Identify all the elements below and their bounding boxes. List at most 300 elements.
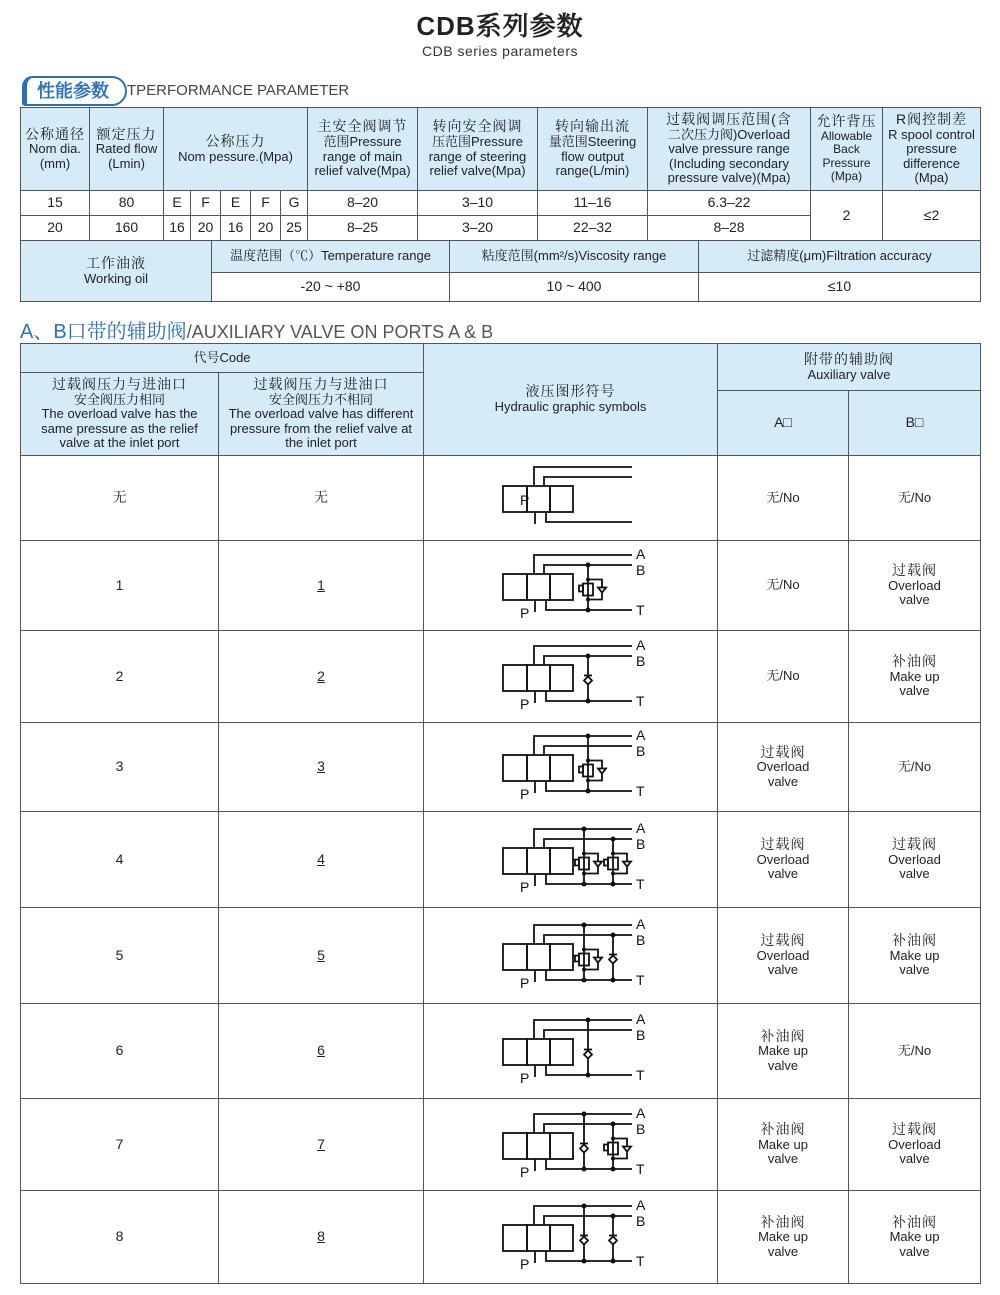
valve-text-line: 无/No [766, 577, 800, 593]
code-same: 5 [21, 908, 219, 1004]
port-b-line [544, 935, 632, 944]
port-b-label: B [636, 1027, 646, 1043]
header-steering-relief [418, 108, 538, 191]
valve-text-line: valve [899, 962, 930, 978]
header-line: 允许背压 [816, 113, 877, 130]
header-line: 二次压力阀)Overload [667, 126, 791, 142]
performance-table [20, 107, 981, 241]
header-overload [648, 108, 811, 191]
header-line: 附带的辅助阀 [804, 350, 894, 367]
port-p-label: P [520, 878, 530, 895]
cell-pressure: F [251, 191, 281, 216]
viscosity-label: 粘度范围(mm²/s)Viscosity range [450, 241, 699, 273]
valve-spool-box [503, 1133, 527, 1159]
header-line: Rated flow [95, 141, 158, 157]
port-b-header: B□ [849, 391, 981, 456]
junction-dot [586, 779, 590, 783]
code-different: 7 [219, 1099, 424, 1191]
cell-main-relief: 8–20 [308, 191, 418, 216]
valve-text-line: Make up [758, 1043, 808, 1059]
valve-spool-box [527, 486, 550, 512]
header-back-pressure [811, 108, 883, 191]
valve-text-line: 补油阀 [760, 1027, 806, 1044]
port-b-label: B [636, 743, 646, 759]
valve-spool-box [550, 944, 573, 970]
header-line: valve pressure range [668, 141, 790, 157]
aux-valve-a [718, 1191, 849, 1284]
aux-valve-a [718, 1004, 849, 1099]
port-t-line [546, 512, 632, 522]
valve-text-line: valve [899, 1151, 930, 1167]
port-p-label: P [520, 695, 530, 712]
valve-spool-box [550, 574, 573, 600]
valve-text-line: 过载阀 [892, 836, 937, 853]
valve-text-line: 过载阀 [892, 1121, 937, 1138]
header-line: pressure [906, 141, 957, 157]
valve-text-line: Overload [756, 759, 810, 775]
cell-pressure: E [221, 191, 251, 216]
temperature-label: 温度范围（℃）Temperature range [212, 241, 450, 273]
check-valve-icon [598, 587, 606, 592]
cell-pressure: 16 [221, 216, 251, 241]
header-line: (Mpa) [830, 169, 863, 184]
junction-dot [586, 577, 590, 581]
cell-nom-dia: 15 [21, 191, 90, 216]
valve-text-line: valve [899, 866, 930, 882]
valve-spool-box [527, 665, 550, 691]
same-pressure-header [21, 373, 219, 456]
port-p-label: P [520, 786, 530, 802]
junction-dot [582, 851, 586, 855]
cell-pressure: E [164, 191, 191, 216]
valve-text-line: valve [767, 866, 799, 882]
port-p-label: P [520, 1070, 530, 1086]
header-line: 过载阀调压范围(含 [666, 111, 792, 128]
port-t-label: T [636, 783, 645, 799]
aux-valve-a [718, 1099, 849, 1191]
junction-dot [611, 977, 616, 982]
hydraulic-symbol-cell [424, 812, 718, 908]
port-p-label: P [520, 974, 530, 991]
hydraulic-symbol-cell [424, 1004, 718, 1099]
cell-rated-flow: 80 [90, 191, 164, 216]
valve-spool-box [550, 1133, 573, 1159]
page-subtitle: CDB series parameters [422, 43, 578, 59]
code-different: 无 [219, 456, 424, 541]
code-header: 代号Code [21, 344, 424, 373]
valve-spool-box [550, 1225, 573, 1251]
header-line: 额定压力 [96, 125, 157, 142]
port-a-header: A□ [718, 391, 849, 456]
valve-text-line: 过载阀 [760, 836, 806, 853]
header-line: Pressure [822, 155, 871, 170]
check-valve-icon [598, 769, 606, 774]
header-line: Working oil [83, 270, 149, 286]
valve-text-line: Overload [756, 947, 810, 963]
junction-dot [611, 836, 616, 841]
working-oil-table [20, 240, 981, 302]
table-row [21, 1191, 981, 1284]
hydraulic-symbol-cell [424, 1099, 718, 1191]
hydraulic-symbol-cell [424, 1191, 718, 1284]
filtration-label: 过滤精度(μm)Filtration accuracy [699, 241, 981, 273]
header-nom-dia [21, 108, 90, 191]
temperature-value: -20 ~ +80 [212, 273, 450, 302]
valve-text-line: Make up [889, 1229, 940, 1245]
code-same: 7 [21, 1099, 219, 1191]
port-a-label: A [636, 1197, 646, 1213]
port-a-label: A [636, 915, 646, 932]
code-same: 无 [21, 456, 219, 541]
header-line: 公称压力 [205, 132, 266, 149]
diff-pressure-header [219, 373, 424, 456]
page-title: CDB系列参数 [416, 11, 584, 41]
code-same: 2 [21, 631, 219, 723]
valve-text-line: 无/No [766, 489, 800, 505]
hydraulic-symbol [424, 725, 718, 809]
port-t-label: T [636, 875, 645, 892]
header-line: 范围Pressure [323, 134, 402, 150]
valve-text-line: 补油阀 [892, 932, 937, 949]
junction-dot [582, 1204, 587, 1209]
table-row [21, 631, 981, 723]
pilot-box [604, 1144, 608, 1150]
valve-spool-box [527, 848, 550, 874]
hydraulic-symbol-cell [424, 908, 718, 1004]
viscosity-value: 10 ~ 400 [450, 273, 699, 302]
aux-valve-a [718, 456, 849, 541]
valve-text-line: Overload [888, 1136, 941, 1152]
port-a-label: A [636, 727, 646, 743]
valve-spool-box [527, 574, 550, 600]
code-different: 6 [219, 1004, 424, 1099]
valve-text-line: Overload [756, 851, 810, 867]
header-line: (Lmin) [108, 155, 145, 171]
cell-overload: 8–28 [648, 216, 811, 241]
code-same: 8 [21, 1191, 219, 1284]
port-t-line [546, 1251, 632, 1261]
header-line: pressure from the relief valve at [229, 420, 413, 436]
port-t-label: T [636, 601, 645, 618]
check-valve-icon [623, 1146, 631, 1151]
header-line: 过载阀压力与进油口 [52, 376, 187, 393]
hydraulic-symbol [424, 818, 718, 902]
cell-steering-flow: 11–16 [538, 191, 648, 216]
aux-valve-b [849, 908, 981, 1004]
valve-spool-box [503, 574, 527, 600]
working-oil-label [21, 241, 212, 302]
valve-text-line: valve [767, 1151, 799, 1167]
header-line: 公称通径 [25, 125, 85, 142]
valve-spool-box [550, 665, 573, 691]
makeup-check-valve-icon [609, 955, 617, 963]
junction-dot [582, 967, 586, 971]
port-p-label: P [520, 492, 530, 508]
aux-valve-a [718, 541, 849, 631]
valve-spool-box [527, 944, 550, 970]
header-line: 量范围Steering [548, 134, 637, 150]
junction-dot [582, 947, 586, 951]
valve-text-line: valve [767, 1057, 799, 1073]
valve-text-line: 补油阀 [892, 653, 937, 670]
valve-text-line: 过载阀 [892, 562, 937, 579]
valve-spool-box [503, 1225, 527, 1251]
header-line: (mm) [39, 155, 71, 171]
cell-overload: 6.3–22 [648, 191, 811, 216]
hydraulic-symbol [424, 635, 718, 719]
pilot-box [575, 859, 579, 865]
port-b-label: B [636, 835, 646, 852]
port-b-label: B [636, 931, 646, 948]
cell-pressure: 25 [281, 216, 308, 241]
aux-valve-b [849, 1191, 981, 1284]
code-different: 3 [219, 723, 424, 812]
port-t-line [546, 874, 632, 884]
performance-label: TPERFORMANCE PARAMETER [127, 82, 350, 99]
junction-dot [582, 1259, 587, 1264]
aux-valve-b [849, 1004, 981, 1099]
valve-text-line: valve [767, 773, 799, 789]
valve-spool-box [527, 755, 550, 781]
port-t-label: T [636, 1253, 645, 1269]
valve-spool-box [503, 944, 527, 970]
valve-text-line: Make up [758, 1229, 808, 1245]
junction-dot [582, 1111, 587, 1116]
makeup-check-valve-icon [609, 1237, 617, 1245]
makeup-check-valve-icon [584, 676, 592, 684]
code-same: 6 [21, 1004, 219, 1099]
valve-text-line: 补油阀 [760, 1213, 806, 1230]
valve-spool-box [503, 665, 527, 691]
valve-text-line: Overload [888, 577, 941, 593]
junction-dot [611, 871, 615, 875]
header-line: Hydraulic graphic symbols [494, 399, 647, 415]
hydraulic-symbol-cell [424, 631, 718, 723]
aux-valve-a [718, 723, 849, 812]
header-main-relief [308, 108, 418, 191]
junction-dot [582, 922, 587, 927]
junction-dot [586, 1018, 591, 1023]
junction-dot [611, 932, 616, 937]
port-b-line [544, 839, 632, 848]
code-same: 1 [21, 541, 219, 631]
cell-rated-flow: 160 [90, 216, 164, 241]
header-line: (Including secondary [669, 155, 789, 171]
cell-pressure: G [281, 191, 308, 216]
aux-valve-a [718, 908, 849, 1004]
junction-dot [586, 1073, 591, 1078]
port-t-label: T [636, 1160, 645, 1177]
hydraulic-symbol [424, 456, 718, 540]
auxiliary-title-cn: A、B口带的辅助阀 [20, 321, 187, 343]
junction-dot [611, 1156, 615, 1160]
header-line: Auxiliary valve [807, 366, 891, 382]
port-t-label: T [636, 692, 645, 709]
port-b-label: B [636, 561, 646, 578]
header-line: relief valve(Mpa) [429, 163, 526, 179]
header-line: same pressure as the relief [41, 420, 198, 436]
table-row [21, 812, 981, 908]
header-line: valve at the inlet port [59, 435, 180, 451]
junction-dot [611, 1136, 615, 1140]
junction-dot [582, 871, 586, 875]
valve-text-line: Overload [888, 851, 941, 867]
aux-valve-a [718, 812, 849, 908]
header-line: R阀控制差 [895, 111, 968, 128]
hydraulic-symbol [424, 1103, 718, 1187]
header-line: 安全阀压力不相同 [268, 391, 373, 407]
cell-pressure: F [191, 191, 221, 216]
junction-dot [586, 653, 591, 658]
junction-dot [586, 698, 591, 703]
header-nom-pressure [164, 108, 308, 191]
check-valve-icon [594, 861, 602, 866]
port-p-label: P [520, 604, 530, 621]
table-row [21, 723, 981, 812]
auxiliary-section-title [20, 315, 493, 344]
junction-dot [586, 734, 591, 739]
junction-dot [586, 597, 590, 601]
cell-pressure: 20 [251, 216, 281, 241]
table-row [21, 191, 981, 216]
hydraulic-symbol-cell [424, 541, 718, 631]
header-r-spool [883, 108, 981, 191]
valve-text-line: Make up [889, 947, 940, 963]
port-a-label: A [636, 545, 646, 562]
header-line: range of steering [428, 148, 527, 164]
pilot-box [579, 585, 583, 591]
hydraulic-symbol [424, 914, 718, 998]
junction-dot [582, 977, 587, 982]
valve-text-line: valve [767, 962, 799, 978]
code-different: 2 [219, 631, 424, 723]
valve-text-line: valve [899, 1243, 930, 1259]
header-line: 液压图形符号 [525, 383, 616, 400]
port-a-label: A [636, 1104, 646, 1121]
table-row [21, 908, 981, 1004]
port-t-line [546, 1159, 632, 1169]
port-a-label: A [636, 636, 646, 653]
auxiliary-table [20, 343, 981, 1284]
port-p-label: P [520, 1163, 530, 1180]
port-t-label: T [636, 1067, 645, 1083]
hydraulic-symbol-cell [424, 723, 718, 812]
header-line: The overload valve has different [228, 406, 414, 422]
valve-spool-box [550, 1039, 573, 1065]
port-b-label: B [636, 1120, 646, 1137]
cell-nom-dia: 20 [21, 216, 90, 241]
cell-pressure: 20 [191, 216, 221, 241]
aux-valve-b [849, 1099, 981, 1191]
check-valve-icon [594, 957, 602, 962]
junction-dot [582, 881, 587, 886]
port-p-label: P [520, 1256, 530, 1272]
header-line: Allowable [820, 128, 873, 143]
junction-dot [582, 826, 587, 831]
valve-spool-box [550, 848, 573, 874]
hydraulic-symbol-cell [424, 456, 718, 541]
valve-spool-box [503, 848, 527, 874]
port-b-line [544, 1216, 632, 1225]
aux-valve-b [849, 631, 981, 723]
valve-text-line: 补油阀 [892, 1213, 937, 1230]
junction-dot [611, 1259, 616, 1264]
cell-steering-relief: 3–20 [418, 216, 538, 241]
valve-text-line: 补油阀 [760, 1121, 806, 1138]
port-b-line [544, 1124, 632, 1133]
junction-dot [611, 1166, 616, 1171]
filtration-value: ≤10 [699, 273, 981, 302]
aux-valve-b [849, 723, 981, 812]
cell-steering-relief: 3–10 [418, 191, 538, 216]
valve-spool-box [527, 1225, 550, 1251]
hydraulic-symbol [424, 1009, 718, 1093]
aux-valve-b [849, 541, 981, 631]
code-different: 1 [219, 541, 424, 631]
makeup-check-valve-icon [580, 1237, 588, 1245]
valve-text-line: 过载阀 [760, 932, 806, 949]
valve-text-line: Make up [758, 1136, 808, 1152]
header-line: 主安全阀调节 [317, 118, 408, 135]
junction-dot [586, 562, 591, 567]
makeup-check-valve-icon [584, 1051, 592, 1059]
symbol-header [424, 344, 718, 456]
valve-text-line: valve [899, 683, 930, 699]
junction-dot [611, 851, 615, 855]
junction-dot [586, 607, 591, 612]
header-line: range(L/min) [555, 163, 630, 179]
header-line: 过载阀压力与进油口 [253, 376, 389, 393]
header-line: range of main [322, 148, 403, 164]
valve-spool-box [527, 1039, 550, 1065]
header-line: 安全阀压力相同 [73, 391, 165, 407]
header-rated-flow [90, 108, 164, 191]
cell-r-spool: ≤2 [883, 191, 981, 241]
code-different: 8 [219, 1191, 424, 1284]
port-t-line [546, 970, 632, 980]
check-valve-icon [623, 861, 631, 866]
cell-main-relief: 8–25 [308, 216, 418, 241]
valve-text-line: 无/No [897, 758, 932, 774]
cell-pressure: 16 [164, 216, 191, 241]
port-b-label: B [636, 652, 646, 669]
junction-dot [582, 1166, 587, 1171]
junction-dot [611, 1121, 616, 1126]
valve-spool-box [503, 1039, 527, 1065]
junction-dot [611, 881, 616, 886]
header-line: 压范围Pressure [432, 134, 524, 150]
performance-badge: 性能参数 [22, 76, 127, 106]
header-line: the inlet port [285, 435, 357, 451]
table-row [21, 456, 981, 541]
aux-valve-a [718, 631, 849, 723]
hydraulic-symbol [424, 1195, 718, 1279]
header-line: flow output [561, 148, 624, 164]
code-different: 5 [219, 908, 424, 1004]
table-row [21, 541, 981, 631]
pilot-box [579, 767, 583, 773]
port-t-label: T [636, 971, 645, 988]
hydraulic-symbol [424, 544, 718, 628]
header-steering-flow [538, 108, 648, 191]
junction-dot [586, 789, 591, 794]
header-line: relief valve(Mpa) [314, 163, 411, 179]
header-line: Nom dia. [28, 141, 82, 157]
valve-text-line: valve [767, 1243, 799, 1259]
aux-valve-b [849, 456, 981, 541]
header-line: The overload valve has the [41, 406, 198, 422]
code-different: 4 [219, 812, 424, 908]
